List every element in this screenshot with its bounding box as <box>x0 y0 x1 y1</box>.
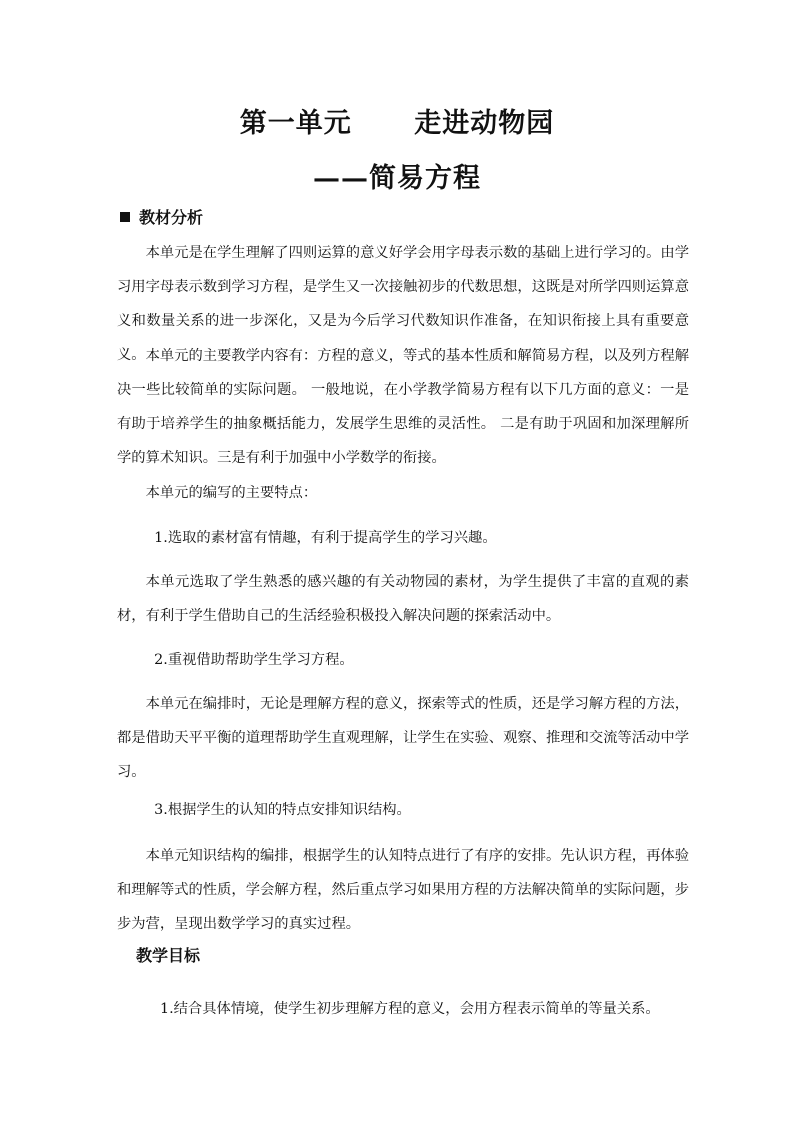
feature-item-1: 1.选取的素材富有情趣，有利于提高学生的学习兴趣。 <box>154 530 497 546</box>
section-heading-label: 教材分析 <box>139 208 204 227</box>
document-title: 第一单元 走进动物园 <box>239 108 555 139</box>
document-subtitle: ——简易方程 <box>313 163 481 194</box>
square-bullet-icon <box>120 212 130 222</box>
paragraph-feature-2-detail: 本单元在编排时，无论是理解方程的意义，探索等式的性质，还是学习解方程的方法，都是借助天平平衡的道理帮助学生直观理解，让学生在实验、观察、推理和交流等活动中学习。 <box>117 696 689 780</box>
section-heading <box>120 205 203 228</box>
paragraph-features-intro: 本单元的编写的主要特点： <box>145 485 318 501</box>
paragraph-intro: 本单元是在学生理解了四则运算的意义好学会用字母表示数的基础上进行学习的。由学习用字母表示数到学习方程，是学生又一次接触初步的代数思想，这既是对所学四则运算意义和数量关系的进一步深化，又是为今后学习代数知识作准备，在知识衔接上具有重要意义。 <box>117 245 689 363</box>
paragraph-feature-1-detail: 本单元选取了学生熟悉的感兴趣的有关动物园的素材，为学生提供了丰富的直观的素材，有利于学生借助自己的生活经验积极投入解决问题的探索活动中。 <box>117 574 689 624</box>
paragraph-feature-3-detail: 本单元知识结构的编排，根据学生的认知特点进行了有序的安排。先认识方程，再体验和理解等式的性质，学会解方程，然后重点学习如果用方程的方法解决简单的实际问题，步步为营，呈现出数学学习的真实过程。 <box>117 848 689 932</box>
paragraph-content: 本单元的主要教学内容有：方程的意义，等式的基本性质和解简易方程，以及列方程解决一些比较简单的实际问题。 一般地说，在小学教学简易方程有以下几方面的意义：一是有助于培养学生的抽象概括能力，发展学生思维的灵活性。 二是有助于巩固和加深理解所学的算术知识。三是有利于加强中小学数学的衔接。 <box>117 348 689 466</box>
goal-item-1: 1.结合具体情境，使学生初步理解方程的意义，会用方程表示简单的等量关系。 <box>160 1001 660 1017</box>
feature-item-3: 3.根据学生的认知的特点安排知识结构。 <box>154 802 411 818</box>
feature-item-2: 2.重视借助帮助学生学习方程。 <box>154 652 354 668</box>
goals-heading: 教学目标 <box>136 946 201 965</box>
